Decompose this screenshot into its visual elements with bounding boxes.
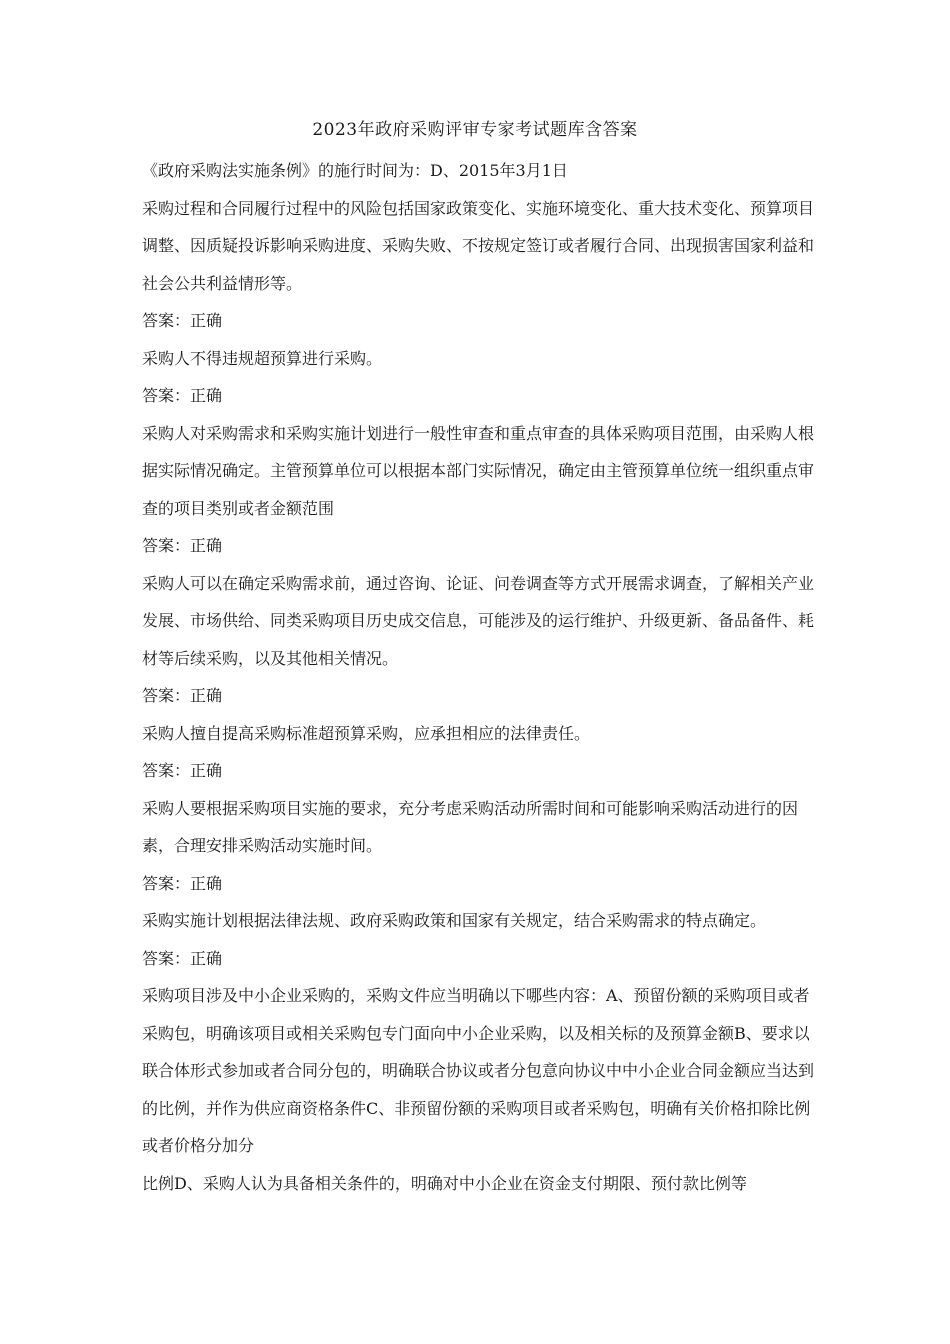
question-text: 采购过程和合同履行过程中的风险包括国家政策变化、实施环境变化、重大技术变化、预算项目调整、因质疑投诉影响采购进度、采购失败、不按规定签订或者履行合同、出现损害国家利益和社会公共利益情形等。 xyxy=(142,198,815,293)
question-text: 采购人要根据采购项目实施的要求，充分考虑采购活动所需时间和可能影响采购活动进行的因素，合理安排采购活动实施时间。 xyxy=(142,798,799,855)
question-text: 采购项目涉及中小企业采购的，采购文件应当明确以下哪些内容：A、预留份额的采购项目或者采购包，明确该项目或相关采购包专门面向中小企业采购，以及相关标的及预算金额B、要求以联合体形式参加或者合同分包的，明确联合协议或者分包意向协议中中小企业合同金额应当达到的比例，并作为供应商资格条件C、非预留份额的采购项目或者采购包，明确有关价格扣除比例或者价格分加分 xyxy=(142,986,815,1155)
question-text: 《政府采购法实施条例》的施行时间为：D、2015年3月1日 xyxy=(142,161,568,180)
question-text: 采购人不得违规超预算进行采购。 xyxy=(142,348,383,368)
answer-text: 答案：正确 xyxy=(142,873,223,893)
question-text: 采购实施计划根据法律法规、政府采购政策和国家有关规定，结合采购需求的特点确定。 xyxy=(142,911,767,930)
question-text: 采购人可以在确定采购需求前，通过咨询、论证、问卷调查等方式开展需求调查，了解相关产业发展、市场供给、同类采购项目历史成交信息，可能涉及的运行维护、升级更新、备品备件、耗材等后续采购，以及其他相关情况。 xyxy=(142,573,815,668)
document-body xyxy=(142,152,822,1202)
answer-text: 答案：正确 xyxy=(142,386,223,405)
question-text: 采购人擅自提高采购标准超预算采购，应承担相应的法律责任。 xyxy=(142,723,591,743)
document-title: 2023年政府采购评审专家考试题库含答案 xyxy=(312,120,638,140)
answer-text: 答案：正确 xyxy=(142,686,223,705)
answer-text: 答案：正确 xyxy=(142,948,223,968)
answer-text: 答案：正确 xyxy=(142,536,223,555)
answer-text: 答案：正确 xyxy=(142,761,223,780)
question-text: 比例D、采购人认为具备相关条件的，明确对中小企业在资金支付期限、预付款比例等 xyxy=(142,1173,747,1193)
answer-text: 答案：正确 xyxy=(142,311,223,330)
question-text: 采购人对采购需求和采购实施计划进行一般性审查和重点审查的具体采购项目范围，由采购人根据实际情况确定。主管预算单位可以根据本部门实际情况，确定由主管预算单位统一组织重点审查的项目类别或者金额范围 xyxy=(142,423,815,518)
